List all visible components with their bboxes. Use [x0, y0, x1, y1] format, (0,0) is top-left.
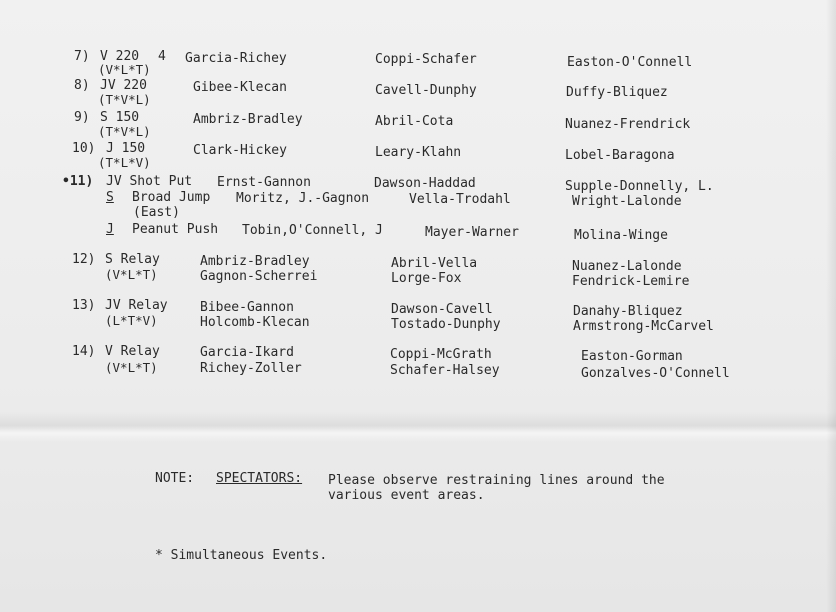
competitor-pair: Ambriz-Bradley [200, 254, 310, 269]
competitor-pair: Coppi-Schafer [375, 52, 477, 67]
competitor-pair: Easton-Gorman [581, 349, 683, 364]
event-level: J [106, 222, 114, 237]
competitor-pair: Danahy-Bliquez [573, 304, 683, 319]
event-number: 10) [72, 141, 96, 156]
competitor-pair: Tostado-Dunphy [391, 317, 501, 332]
competitor-pair: Gibee-Klecan [193, 80, 287, 95]
event-level: S [106, 190, 114, 205]
competitor-pair: Schafer-Halsey [390, 363, 500, 378]
competitor-pair: Vella-Trodahl [409, 192, 511, 207]
event-location: (East) [133, 205, 180, 220]
footnote: * Simultaneous Events. [155, 548, 328, 563]
competitor-pair: Nuanez-Frendrick [565, 117, 691, 132]
event-order: (L*T*V) [105, 313, 158, 328]
competitor-pair: Ambriz-Bradley [193, 112, 303, 127]
competitor-pair: Bibee-Gannon [200, 300, 294, 315]
event-order: (V*L*T) [105, 267, 158, 282]
competitor-pair: Abril-Cota [375, 114, 454, 129]
event-name: JV Relay [105, 298, 168, 313]
competitor-pair: Coppi-McGrath [390, 347, 492, 362]
competitor-pair: Leary-Klahn [375, 145, 462, 160]
event-name: Peanut Push [132, 222, 219, 237]
event-order: (T*L*V) [98, 155, 151, 170]
competitor-pair: Armstrong-McCarvel [573, 319, 714, 334]
event-name: JV 220 [100, 78, 147, 93]
note-label: NOTE: [155, 471, 195, 486]
competitor-pair: Supple-Donnelly, L. [565, 179, 714, 194]
event-name: V Relay [105, 344, 160, 359]
event-name: S Relay [105, 252, 160, 267]
handwritten-mark: 4 [158, 49, 166, 64]
event-order: (T*V*L) [98, 124, 151, 139]
competitor-pair: Abril-Vella [391, 256, 478, 271]
competitor-pair: Garcia-Richey [185, 51, 287, 66]
event-number: 9) [74, 110, 90, 125]
competitor-pair: Easton-O'Connell [567, 55, 693, 70]
event-name: S 150 [100, 110, 140, 125]
competitor-pair: Duffy-Bliquez [566, 85, 668, 100]
event-number: 8) [74, 78, 90, 93]
competitor-pair: Cavell-Dunphy [375, 83, 477, 98]
competitor-pair: Garcia-Ikard [200, 345, 294, 360]
event-order: (V*L*T) [98, 62, 151, 77]
event-order: (V*L*T) [105, 360, 158, 375]
competitor-pair: Wright-Lalonde [572, 194, 682, 209]
paper-fold [0, 412, 836, 442]
note-text: Please observe restraining lines around the [328, 473, 665, 488]
competitor-pair: Dawson-Cavell [391, 302, 493, 317]
event-order: (T*V*L) [98, 92, 151, 107]
event-number: 7) [74, 49, 90, 64]
competitor-pair: Gagnon-Scherrei [200, 269, 318, 284]
event-number: •11) [62, 174, 94, 189]
event-number: 12) [72, 252, 96, 267]
competitor-pair: Lobel-Baragona [565, 148, 675, 163]
competitor-pair: Clark-Hickey [193, 143, 287, 158]
competitor-pair: Gonzalves-O'Connell [581, 366, 730, 381]
competitor-pair: Nuanez-Lalonde [572, 259, 682, 274]
event-number: 13) [72, 298, 96, 313]
competitor-pair: Holcomb-Klecan [200, 315, 310, 330]
competitor-pair: Mayer-Warner [425, 225, 519, 240]
event-name: Broad Jump [132, 190, 211, 205]
note-text: various event areas. [328, 488, 485, 503]
competitor-pair: Lorge-Fox [391, 271, 462, 286]
competitor-pair: Moritz, J.-Gagnon [236, 191, 370, 206]
event-name: JV Shot Put [106, 174, 193, 189]
paper-edge-shadow [826, 0, 836, 612]
event-name: V 220 [100, 49, 140, 64]
competitor-pair: Molina-Winge [574, 228, 668, 243]
competitor-pair: Fendrick-Lemire [572, 274, 690, 289]
event-name: J 150 [106, 141, 146, 156]
event-number: 14) [72, 344, 96, 359]
note-heading: SPECTATORS: [216, 471, 303, 486]
competitor-pair: Tobin,O'Connell, J [242, 223, 383, 238]
competitor-pair: Dawson-Haddad [374, 176, 476, 191]
competitor-pair: Richey-Zoller [200, 361, 302, 376]
competitor-pair: Ernst-Gannon [217, 175, 311, 190]
